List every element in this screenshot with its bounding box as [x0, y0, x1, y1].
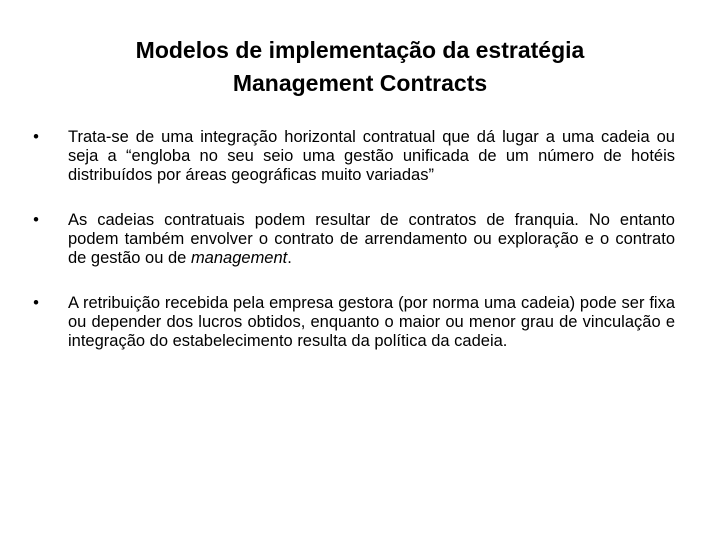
- bullet-text-1: Trata-se de uma integração horizontal contratual que dá lugar a uma cadeia ou seja a “engloba no seu seio uma gestão unificada de um número de hotéis distribuídos por áreas geográficas muito variadas”: [68, 128, 675, 184]
- title-line-2: Management Contracts: [232, 70, 488, 96]
- bullet-marker: •: [33, 211, 39, 229]
- bullet-text-3: A retribuição recebida pela empresa gestora (por norma uma cadeia) pode ser fixa ou depender dos lucros obtidos, enquanto o maior ou menor grau de vinculação e integração do estabelecimento resulta da política da cadeia.: [68, 294, 675, 350]
- bullet-text-2: [68, 211, 675, 268]
- bullet-text-2-main: As cadeias contratuais podem resultar de contratos de franquia. No entanto podem também envolver o contrato de arrendamento ou exploração e o contrato de gestão ou de: [68, 211, 675, 267]
- bullet-item-3: [30, 294, 675, 351]
- bullet-marker: •: [33, 128, 39, 146]
- bullet-list: [30, 128, 675, 377]
- title-line-1: Modelos de implementação da estratégia: [135, 37, 585, 63]
- bullet-marker: •: [33, 294, 39, 312]
- bullet-item-1: [30, 128, 675, 185]
- bullet-item-2: [30, 211, 675, 268]
- bullet-text-2-end: .: [287, 249, 292, 267]
- bullet-text-2-italic: management: [190, 249, 288, 267]
- slide-title: [0, 34, 720, 100]
